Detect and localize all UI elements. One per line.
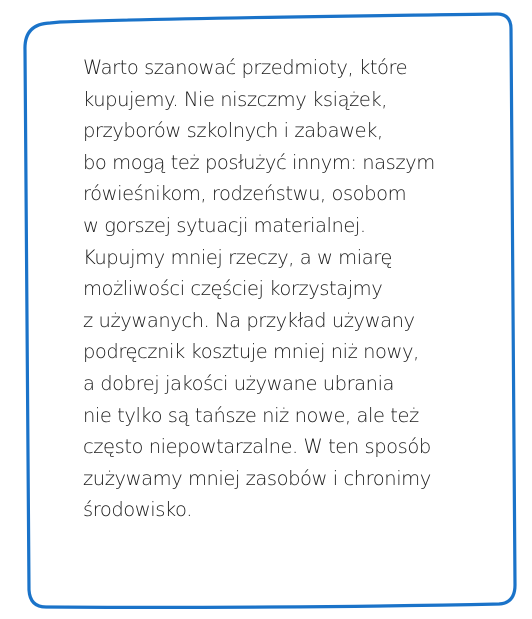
- text-line: zużywamy mniej zasobów i chronimy: [83, 466, 431, 490]
- text-line: Kupujmy mniej rzeczy, a w miarę: [83, 245, 392, 269]
- text-line: kupujemy. Nie niszczmy książek,: [83, 87, 388, 111]
- text-paragraph: [83, 52, 503, 526]
- text-line: możliwości częściej korzystajmy: [83, 277, 383, 301]
- text-line: a dobrej jakości używane ubrania: [83, 371, 395, 395]
- text-line: w gorszej sytuacji materialnej.: [83, 213, 366, 237]
- text-line: Warto szanować przedmioty, które: [83, 56, 408, 79]
- text-line: często niepowtarzalne. W ten sposób: [83, 435, 431, 459]
- text-line: środowisko.: [83, 498, 192, 522]
- text-line: bo mogą też posłużyć innym: naszym: [83, 150, 435, 174]
- text-line: nie tylko są tańsze niż nowe, ale też: [83, 403, 419, 427]
- text-line: z używanych. Na przykład używany: [83, 308, 415, 332]
- text-line: podręcznik kosztuje mniej niż nowy,: [83, 340, 419, 364]
- text-line: rówieśnikom, rodzeństwu, osobom: [83, 182, 407, 206]
- text-line: przyborów szkolnych i zabawek,: [83, 119, 383, 143]
